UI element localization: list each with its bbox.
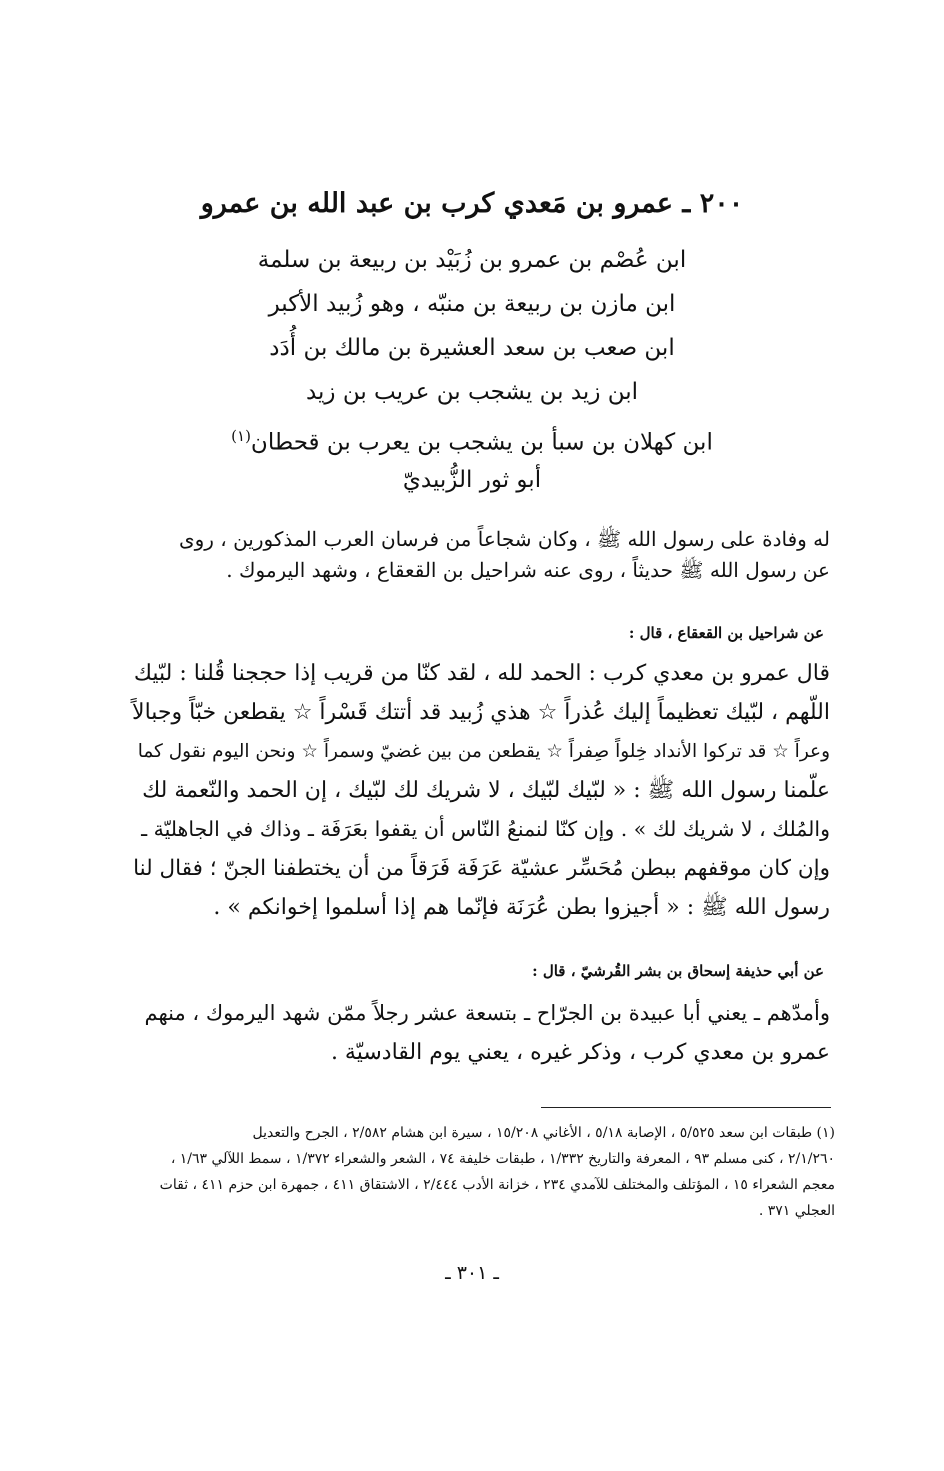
paragraph-line: علّمنا رسول الله ﷺ : « لبّيك لبّيك ، لا شريك لك لبّيك ، إن الحمد والنّعمة لك <box>142 778 830 803</box>
paragraph-line: عن رسول الله ﷺ حديثاً ، روى عنه شراحيل بن القعقاع ، وشهد اليرموك . <box>226 558 830 582</box>
narration-paragraph <box>130 654 830 927</box>
paragraph-line: والمُلك ، لا شريك لك » . وإن كنّا لنمنعُ النّاس أن يقفوا بعَرَفَة ـ وذاك في الجاهليّة ـ <box>141 817 830 841</box>
lineage-line: ابن كهلان بن سبأ بن يشجب بن يعرب بن قحطان <box>250 429 713 456</box>
footnote-divider <box>541 1107 831 1108</box>
paragraph-line: رسول الله ﷺ : « أجيزوا بطن عُرَنَة فإنّما هم إذا أسلموا إخوانكم » . <box>213 895 830 920</box>
footnote-marker: (١) <box>231 427 251 445</box>
lineage-line: ابن زيد بن يشجب بن عريب بن زيد <box>305 379 639 405</box>
paragraph-line: له وفادة على رسول الله ﷺ ، وكان شجاعاً من فرسان العرب المذكورين ، روى <box>178 527 830 551</box>
narration-paragraph <box>130 994 830 1072</box>
narration-source: عن شراحيل بن القعقاع ، قال : <box>628 624 824 642</box>
lineage-line: ابن عُصْم بن عمرو بن زُبَيْد بن ربيعة بن سلمة <box>257 247 687 273</box>
footnotes <box>135 1120 835 1224</box>
lineage-line: ابن صعب بن سعد العشيرة بن مالك بن أُدَد <box>269 335 675 361</box>
entry-title: ٢٠٠ ـ عمرو بن مَعدي كرب بن عبد الله بن عمرو <box>200 188 744 219</box>
kunya-line: أبو ثور الزُّبيديّ <box>402 467 542 493</box>
paragraph-line: عمرو بن معدي كرب ، وذكر غيره ، يعني يوم القادسيّة . <box>330 1040 830 1065</box>
paragraph-line: اللّهم ، لبّيك تعظيماً إليك عُذراً ☆ هذي زُبيد قد أتتك قَسْراً ☆ يقطعن خبّاً وجبالاً <box>132 700 830 725</box>
paragraph-line: وإن كان موقفهم ببطن مُحَسِّر عشيّة عَرَفَة فَرَقاً من أن يختطفنا الجنّ ؛ فقال لنا <box>133 856 830 881</box>
footnote-line: معجم الشعراء ١٥ ، المؤتلف والمختلف للآمدي ٢٣٤ ، خزانة الأدب ٢/٤٤٤ ، الاشتقاق ٤١١ ، جمهرة ابن حزم ٤١١ ، ثقات <box>159 1177 835 1193</box>
paragraph-line: وعراً ☆ قد تركوا الأنداد خِلواً صِفراً ☆ يقطعن من بين غضيّ وسمراً ☆ ونحن اليوم نقول كما <box>137 741 830 762</box>
footnote-line: ٢/١/٢٦٠ ، كنى مسلم ٩٣ ، المعرفة والتاريخ ١/٣٣٢ ، طبقات خليفة ٧٤ ، الشعر والشعراء ١/٣٧٢ ، سمط اللآلي ١/٦٣ ، <box>170 1151 835 1167</box>
narration-source: عن أبي حذيفة إسحاق بن بشر القُرشيّ ، قال : <box>532 962 824 980</box>
paragraph-line: قال عمرو بن معدي كرب : الحمد لله ، لقد كنّا من قريب إذا حججنا قُلنا : لبّيك <box>133 661 830 686</box>
page-number: ـ ٣٠١ ـ <box>445 1262 499 1284</box>
lineage-line: ابن مازن بن ربيعة بن منبّه ، وهو زُبيد الأكبر <box>268 291 676 317</box>
lineage-line-with-ref <box>140 414 804 458</box>
intro-paragraph <box>130 524 830 586</box>
footnote-line: (١) طبقات ابن سعد ٥/٥٢٥ ، الإصابة ٥/١٨ ، الأغاني ١٥/٢٠٨ ، سيرة ابن هشام ٢/٥٨٢ ، الجرح والتعديل <box>252 1125 835 1141</box>
footnote-line: العجلي ٣٧١ . <box>758 1203 835 1219</box>
paragraph-line: وأمدّهم ـ يعني أبا عبيدة بن الجرّاح ـ بتسعة عشر رجلاً ممّن شهد اليرموك ، منهم <box>144 1001 830 1025</box>
lineage-block <box>140 238 804 502</box>
